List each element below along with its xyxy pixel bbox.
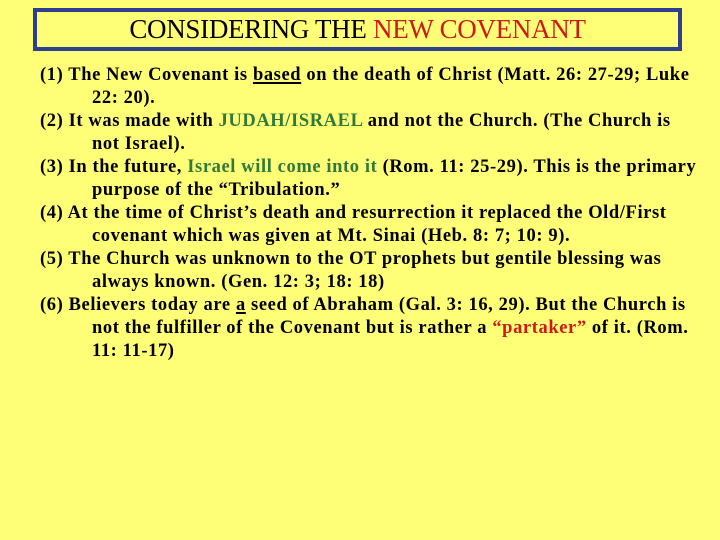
title-highlight: NEW COVENANT <box>373 14 586 44</box>
point-2-highlight: JUDAH/ISRAEL <box>218 111 363 131</box>
point-4-text: (4) At the time of Christ’s death and resurrection it replaced the Old/First covenant which was given at Mt. Sinai (Heb. 8: 7; 10: 9). <box>40 203 667 246</box>
point-6-text-mid: seed of Abraham (Gal. 3: 16, 29). But the Church is not the fulfiller of the Covenant but is rather a <box>92 295 686 338</box>
point-2-text: (2) It was made with <box>40 111 219 131</box>
point-6-text: (6) Believers today are <box>40 295 236 315</box>
points-list <box>40 64 700 363</box>
point-1-text: (1) The New Covenant is <box>40 65 253 85</box>
point-3-highlight: Israel will come into it <box>187 157 378 177</box>
title-box <box>33 8 682 51</box>
point-3 <box>40 156 700 202</box>
point-6-underlined: a <box>235 295 246 315</box>
point-1 <box>40 64 700 110</box>
point-5 <box>40 248 700 294</box>
point-6-highlight: “partaker” <box>492 318 587 338</box>
point-3-text-end: (Rom. 11: 25-29). This is the primary purpose of the “Tribulation.” <box>92 157 697 200</box>
title-prefix: CONSIDERING THE <box>129 14 374 44</box>
point-5-text: (5) The Church was unknown to the OT prophets but gentile blessing was always known. (Gen. 12: 3; 18: 18) <box>40 249 662 292</box>
page-title <box>37 12 678 47</box>
point-1-underlined: based <box>252 65 302 85</box>
point-3-text: (3) In the future, <box>40 157 188 177</box>
point-6 <box>40 294 700 363</box>
point-1-text-end: on the death of Christ (Matt. 26: 27-29; Luke 22: 20). <box>92 65 690 108</box>
point-2 <box>40 110 700 156</box>
point-4 <box>40 202 700 248</box>
point-6-text-end: of it. (Rom. 11: 11-17) <box>92 318 689 361</box>
point-2-text-end: and not the Church. (The Church is not Israel). <box>92 111 671 154</box>
